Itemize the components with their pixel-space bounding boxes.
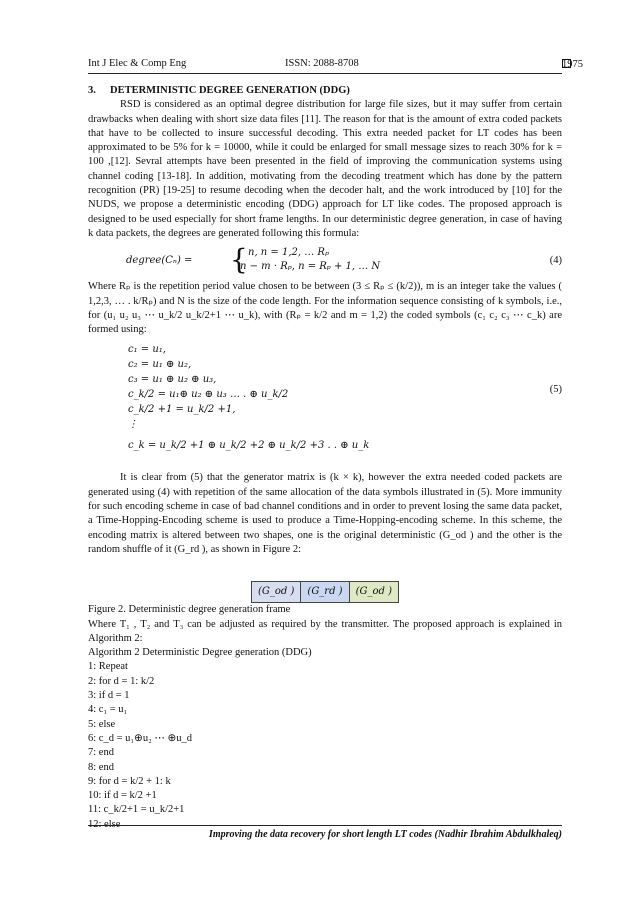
equation-5-line: c_k/2 +1 = u_k/2 +1, (128, 404, 236, 416)
equation-5-number: (5) (549, 384, 562, 396)
figure-caption: Figure 2. Deterministic degree generation frame (88, 604, 291, 616)
equation-5-line: c_k/2 = u₁⊕ u₂ ⊕ u₃ … . ⊕ u_k/2 (128, 389, 289, 401)
section-number: 3. (88, 85, 96, 96)
page-number: 1975 (562, 59, 583, 70)
paragraph-generator-matrix: It is clear from (5) that the generator matrix is (k × k), however the extra needed coded packets are generated using (4) with repetition of the same allocation of the data symbols illustrated in (5). More immunity for such encoding scheme in case of bad channel conditions and in order to prevent losing the same data packet, a Time-Hopping-Encoding scheme is used to produce a Time-Hopping-encoding scheme. In this scheme, the encoding matrix is altered between two shapes, one is the original deterministic (G_od ) and the other is the random shuffle of it (G_rd ), as shown in Figure 2: (88, 472, 562, 555)
equation-4-case-1: n, n = 1,2, … Rₚ (248, 247, 329, 259)
algorithm-line: 3: if d = 1 (88, 690, 130, 702)
algorithm-line: 7: end (88, 747, 114, 759)
algorithm-line: 9: for d = k/2 + 1: k (88, 775, 171, 787)
equation-4-number: (4) (549, 255, 562, 267)
paragraph-repetition: Where Rₚ is the repetition period value chosen to be between (3 ≤ Rₚ ≤ (k/2)), m is an integer take the values ( 1,2,3, … . k/Rₚ) and N is the size of the code length. For the information sequence consisting of k symbols, i.e., for (u₁ u₂ u₃ ⋯ u_k/2 u_k/2+1 ⋯ u_k), with (Rₚ = k/2 and m = 1,2) the coded symbols (c₁ c₂ c₃ ⋯ c_k) are formed using: (88, 281, 562, 336)
left-brace-icon: { (230, 243, 248, 277)
algorithm-line: 5: else (88, 718, 116, 730)
frame-cell-god: (G_od ) (251, 581, 301, 603)
section-heading (88, 84, 562, 98)
algorithm-line: 11: c_k/2+1 = u_k/2+1 (88, 804, 185, 816)
algorithm-2 (88, 646, 562, 832)
frame-cell-grd: (G_rd ) (301, 581, 349, 603)
running-header (88, 57, 583, 74)
equation-5 (88, 343, 562, 467)
running-footer: Improving the data recovery for short length LT codes (Nadhir Ibrahim Abdulkhaleq) (88, 825, 562, 843)
section-title: DETERMINISTIC DEGREE GENERATION (DDG) (110, 85, 350, 96)
paragraph-intro: RSD is considered as an optimal degree distribution for large file sizes, but it may suffer from certain drawbacks when dealing with short size data files [11]. The reason for that is the amount of extra coded packets that have to be collected to insure successful decoding. This extra needed packet for LT codes has been approximated to be 5% for k = 10000, while it could be enlarged for small message sizes to reach 30% for k = 100 ,[12]. Sevral attempts have been presented in the field of improving the communication systems using channel coding [13-18]. In addition, motivating from the decoding treatment which has done by the pattern recognition (PR) [19-25] to resume decoding when the decoder halt, and the work introduced by [10] for the NUDS, we propose a deterministic encoding (DDG) approach for LT like codes. The proposed approach is designed to be used especially for short frame lengths. In our deterministic degree generation, in case of having k data packets, the degrees are generated following this formula: (88, 99, 562, 239)
page-body (88, 84, 562, 832)
equation-4-case-2: n − m · Rₚ, n = Rₚ + 1, … N (240, 261, 381, 273)
algorithm-line: 4: c₁ = u₁ (88, 704, 128, 716)
algorithm-line: 10: if d = k/2 +1 (88, 790, 157, 802)
equation-5-line: ⋮ (128, 419, 138, 431)
journal-name: Int J Elec & Comp Eng (88, 58, 187, 69)
algorithm-line: 6: c_d = u₁⊕u₂ ⋯ ⊕u_d (88, 732, 193, 744)
algorithm-line: 12: else (88, 818, 121, 830)
algorithm-line: 8: end (88, 761, 114, 773)
figure-2-frame (88, 581, 562, 603)
paragraph-transmitter: Where T₁ , T₂ and T₃ can be adjusted as required by the transmitter. The proposed approach is explained in Algorithm 2: (88, 618, 562, 644)
equation-5-line: c_k = u_k/2 +1 ⊕ u_k/2 +2 ⊕ u_k/2 +3 . . ⊕ u_k (128, 440, 370, 452)
equation-4-lhs: degree(Cₙ) = (126, 255, 193, 267)
issn: ISSN: 2088-8708 (285, 58, 359, 69)
equation-5-line: c₃ = u₁ ⊕ u₂ ⊕ u₃, (128, 374, 217, 386)
equation-5-line: c₁ = u₁, (128, 344, 166, 356)
equation-5-line: c₂ = u₁ ⊕ u₂, (128, 359, 192, 371)
algorithm-line: 2: for d = 1: k/2 (88, 675, 155, 687)
frame-cell-god-repeat: (G_od ) (350, 581, 399, 603)
algorithm-line: 1: Repeat (88, 661, 128, 673)
equation-4 (88, 243, 562, 277)
algorithm-title: Algorithm 2 Deterministic Degree generation (DDG) (88, 647, 312, 659)
